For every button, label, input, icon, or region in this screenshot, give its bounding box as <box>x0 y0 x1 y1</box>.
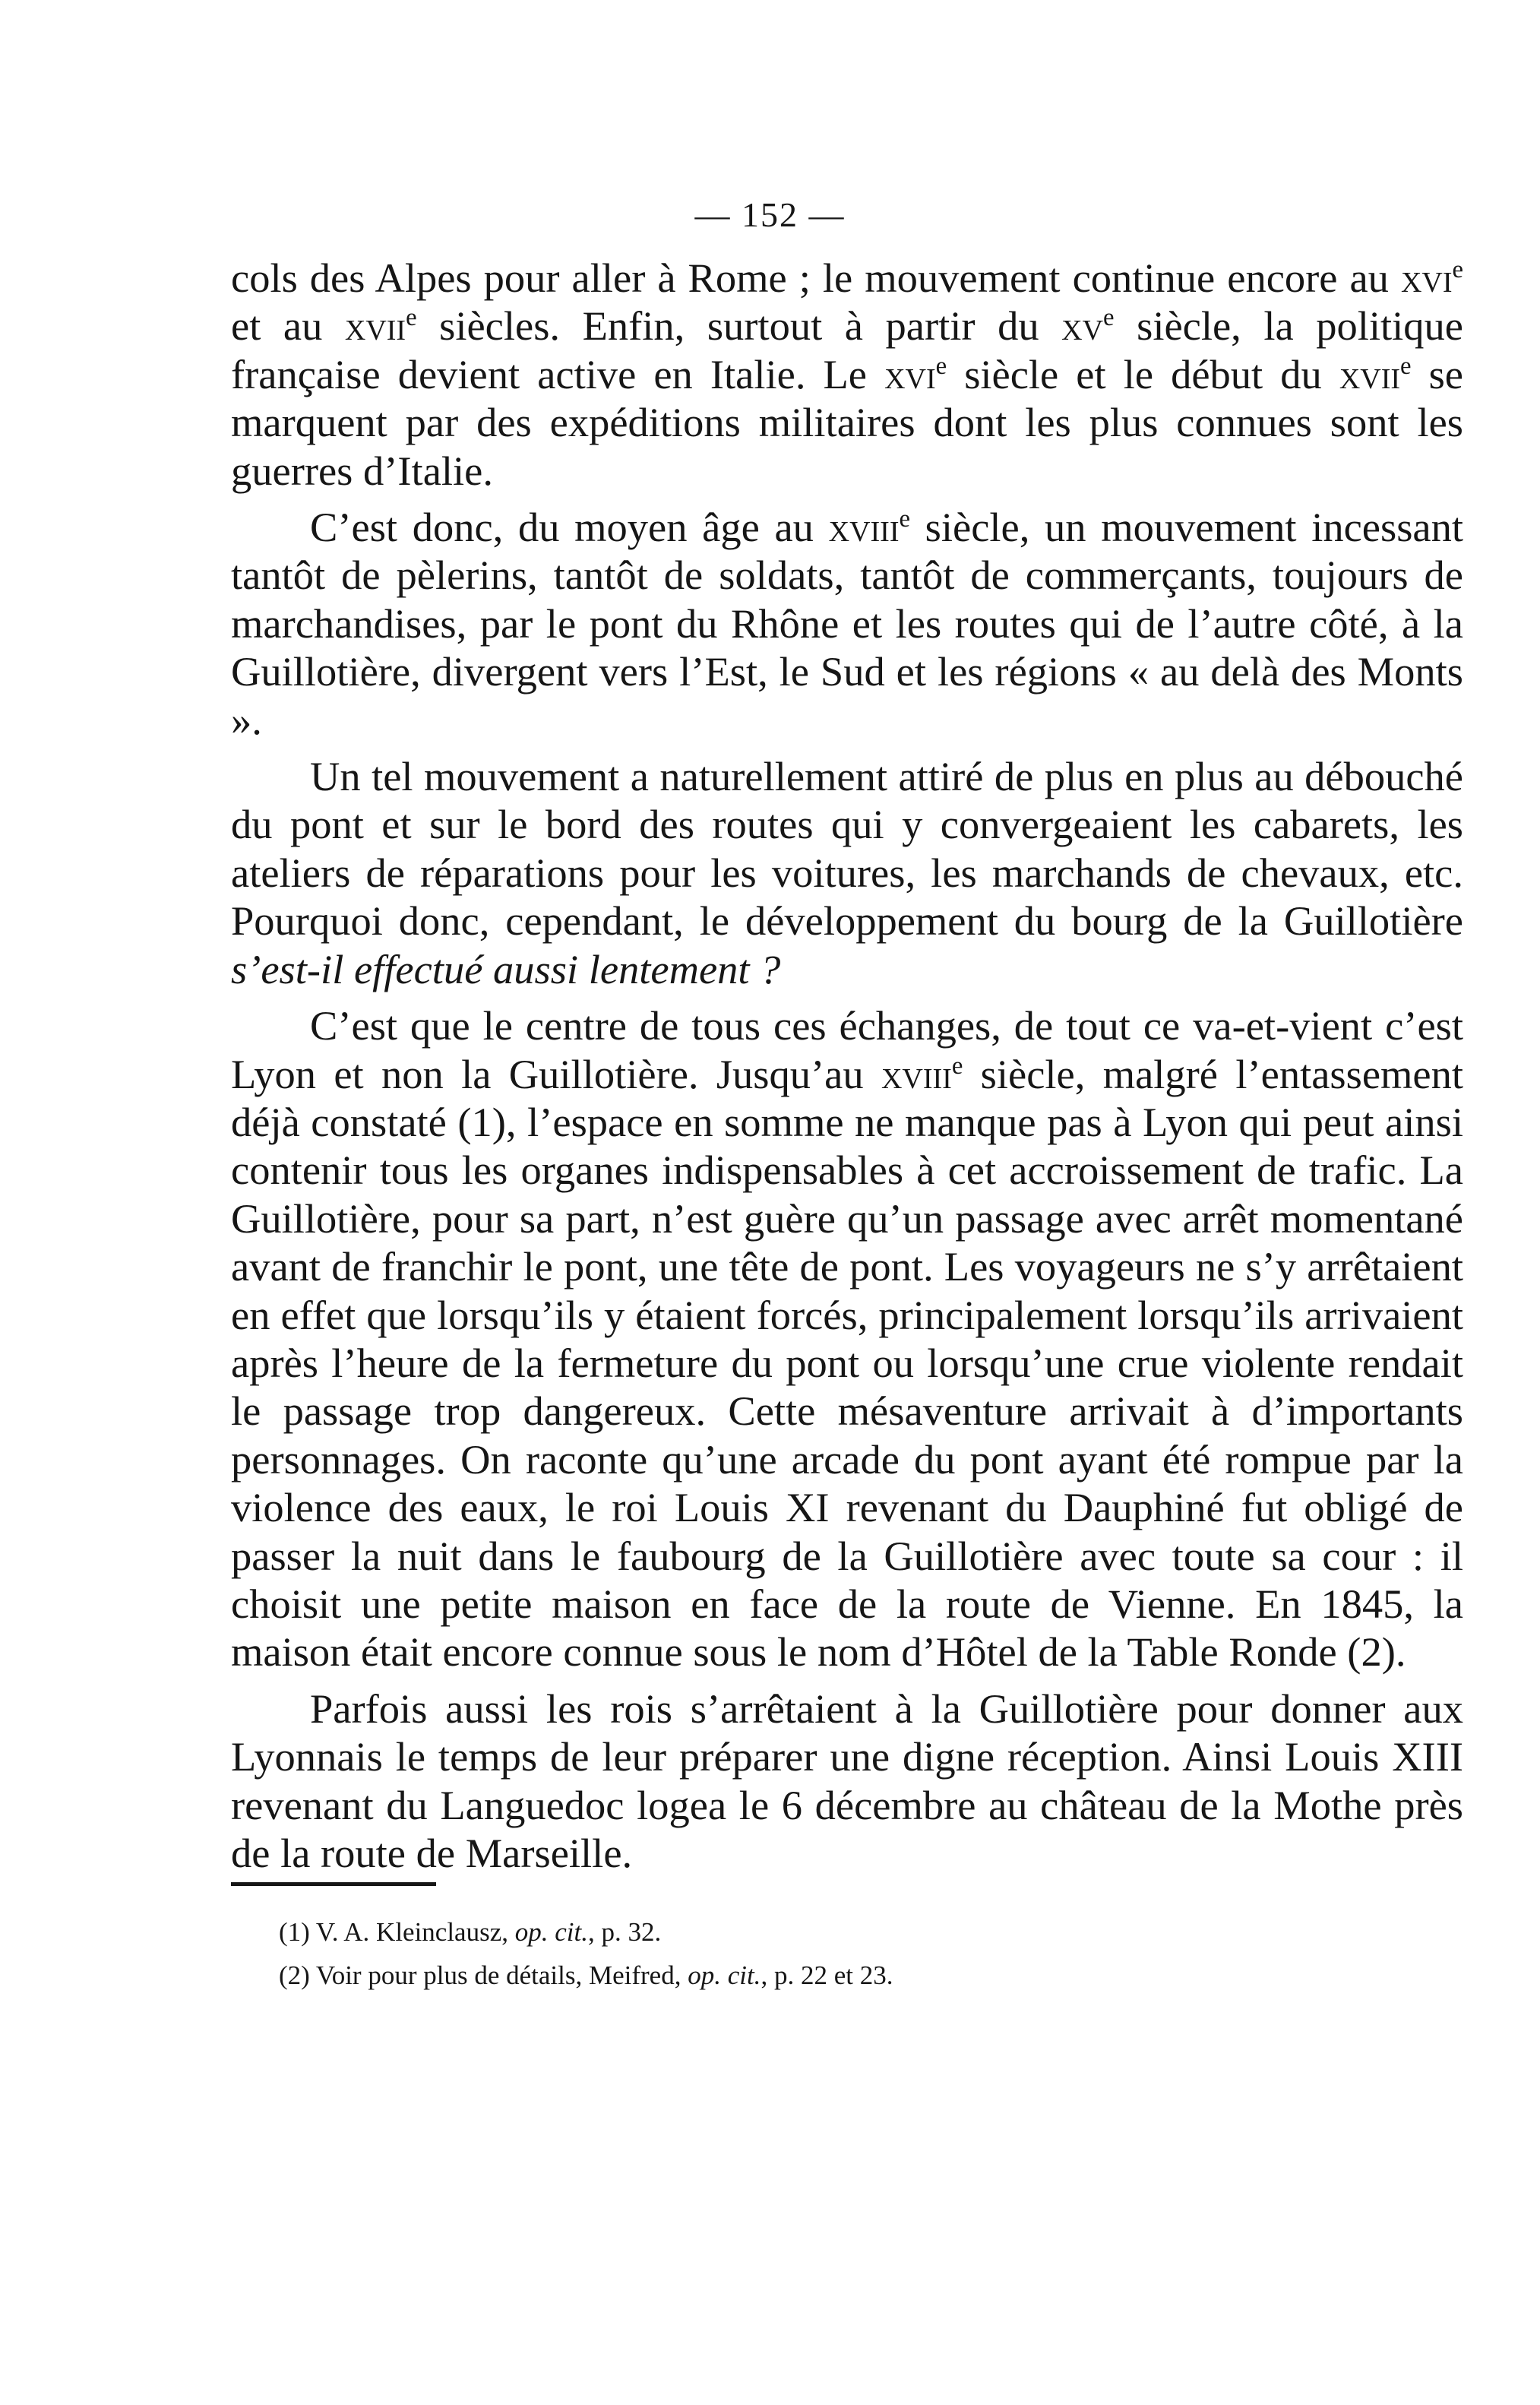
paragraph-4 <box>231 1002 1463 1676</box>
footnotes <box>279 1910 1449 1997</box>
footnote-2 <box>279 1954 1449 1997</box>
superscript: e <box>899 505 910 533</box>
text-run: cols des Alpes pour aller à Rome ; le mouvement continue encore au <box>231 255 1401 301</box>
footnote-1 <box>279 1910 1449 1954</box>
text-run: siècle, un mouvement incessant tantôt de pèlerins, tantôt de soldats, tantôt de commerçants, toujours de marchandises, par le pont du Rhône et les routes qui de l’autre côté, à la Guillotière, divergent vers l’Est, le Sud et les régions « au delà des Monts ». <box>231 504 1464 743</box>
text-run: , p. 32. <box>587 1917 662 1947</box>
text-run: C’est donc, du moyen âge au <box>310 504 829 551</box>
page-number: — 152 — <box>694 195 846 234</box>
paragraph-5 <box>231 1685 1463 1878</box>
italic-text: s’est-il effectué aussi lentement ? <box>231 945 781 992</box>
paragraph-1 <box>231 254 1463 495</box>
text-run: et au <box>231 302 345 350</box>
footnote-separator <box>231 1882 436 1886</box>
paragraph-2 <box>231 503 1463 744</box>
text-run: , p. 22 et 23. <box>761 1960 893 1990</box>
paragraph-3 <box>231 752 1463 993</box>
superscript: e <box>1103 304 1115 332</box>
small-caps-text: xvi <box>884 350 936 397</box>
superscript: e <box>406 304 417 332</box>
text-run: siècle et le début du <box>947 350 1339 397</box>
text-run: siècle, la politique française devient active en Italie. Le <box>231 302 1463 397</box>
superscript: e <box>951 1052 963 1080</box>
text-run: Parfois aussi les rois s’arrêtaient à la Guillotière pour donner aux Lyonnais le temps de leur préparer une digne réception. Ainsi Louis XIII revenant du Languedoc logea le 6 décembre au château de la Mothe près de la route de Marseille. <box>231 1685 1463 1876</box>
small-caps-text: xvii <box>344 302 406 350</box>
small-caps-text: xvii <box>1339 350 1401 397</box>
text-run: se marquent par des expéditions militaires dont les plus connues sont les guerres d’Italie. <box>231 350 1463 494</box>
italic-text: op. cit. <box>514 1917 588 1947</box>
italic-text: op. cit. <box>688 1960 761 1990</box>
superscript: e <box>1400 352 1412 380</box>
text-run: siècle, malgré l’entassement déjà constaté (1), l’espace en somme ne manque pas à Lyon qui peut ainsi contenir tous les organes indispensables à cet accroissement de trafic. La Guillotière, pour sa part, n’est guère qu’un passage avec arrêt momentané avant de franchir le pont, une tête de pont. Les voyageurs ne s’y arrêtaient en effet que lorsqu’ils y étaient forcés, principalement lorsqu’ils arrivaient après l’heure de la fermeture du pont ou lorsqu’une crue violente rendait le passage trop dangereux. Cette mésaventure arrivait à d’importants personnages. On raconte qu’une arcade du pont ayant été rompue par la violence des eaux, le roi Louis XI revenant du Dauphiné fut obligé de passer la nuit dans le faubourg de la Guillotière avec toute sa cour : il choisit une petite maison en face de la route de Vienne. En 1845, la maison était encore connue sous le nom d’Hôtel de la Table Ronde (2). <box>231 1050 1463 1676</box>
small-caps-text: xviii <box>828 504 900 551</box>
superscript: e <box>1452 255 1463 283</box>
superscript: e <box>935 352 947 380</box>
small-caps-text: xviii <box>881 1050 952 1097</box>
text-run: siècles. Enfin, surtout à partir du <box>416 302 1062 350</box>
text-run: (1) V. A. Kleinclausz, <box>279 1917 515 1947</box>
text-run: Un tel mouvement a naturellement attiré de plus en plus au débouché du pont et sur le bord des routes qui y convergeaient les cabarets, les ateliers de réparations pour les voitures, les marchands de chevaux, etc. Pourquoi donc, cependant, le développement du bourg de la Guillotière <box>231 753 1463 945</box>
small-caps-text: xv <box>1061 302 1104 350</box>
small-caps-text: xvi <box>1400 255 1453 301</box>
text-run: C’est que le centre de tous ces échanges, de tout ce va-et-vient c’est Lyon et non la Guillotière. Jusqu’au <box>231 1002 1463 1097</box>
text-run: (2) Voir pour plus de détails, Meifred, <box>279 1960 688 1990</box>
body-text <box>231 254 1463 1885</box>
